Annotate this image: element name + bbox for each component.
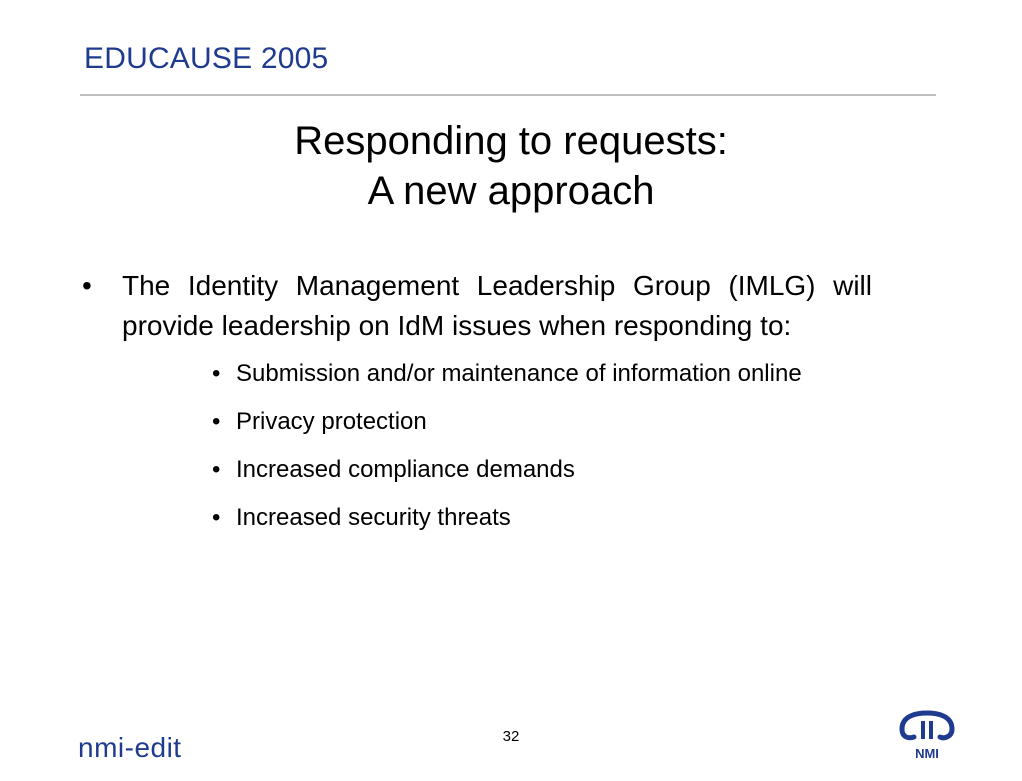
- sub-bullet-text: Increased compliance demands: [236, 456, 575, 483]
- main-bullet: [82, 266, 872, 346]
- footer-brand: nmi-edit: [78, 732, 182, 763]
- sub-bullet: [212, 404, 876, 440]
- sub-bullet: [212, 500, 876, 536]
- slide-title-line-2: A new approach: [367, 169, 655, 213]
- bullet-list: [82, 266, 872, 536]
- bullet-dot-icon: •: [82, 270, 92, 301]
- nmi-logo-icon: [896, 709, 958, 761]
- conference-title: EDUCAUSE 2005: [84, 42, 329, 75]
- bullet-dot-icon: •: [212, 456, 221, 483]
- sub-bullet-text: Submission and/or maintenance of information online: [236, 360, 802, 387]
- bullet-dot-icon: •: [212, 408, 221, 435]
- page-number: 32: [502, 728, 520, 745]
- bullet-dot-icon: •: [212, 504, 221, 531]
- sub-bullet: [212, 356, 876, 392]
- main-bullet-text: The Identity Management Leadership Group (IMLG) will provide leadership on IdM issues when responding to:: [122, 270, 872, 341]
- bullet-dot-icon: •: [212, 360, 221, 387]
- sub-bullet-text: Increased security threats: [236, 504, 511, 531]
- sub-bullet: [212, 452, 876, 488]
- nmi-logo-text: NMI: [915, 746, 939, 761]
- sub-bullet-text: Privacy protection: [236, 408, 427, 435]
- slide-title: [0, 116, 1022, 216]
- header-divider: [80, 94, 936, 96]
- slide-title-line-1: Responding to requests:: [294, 119, 728, 163]
